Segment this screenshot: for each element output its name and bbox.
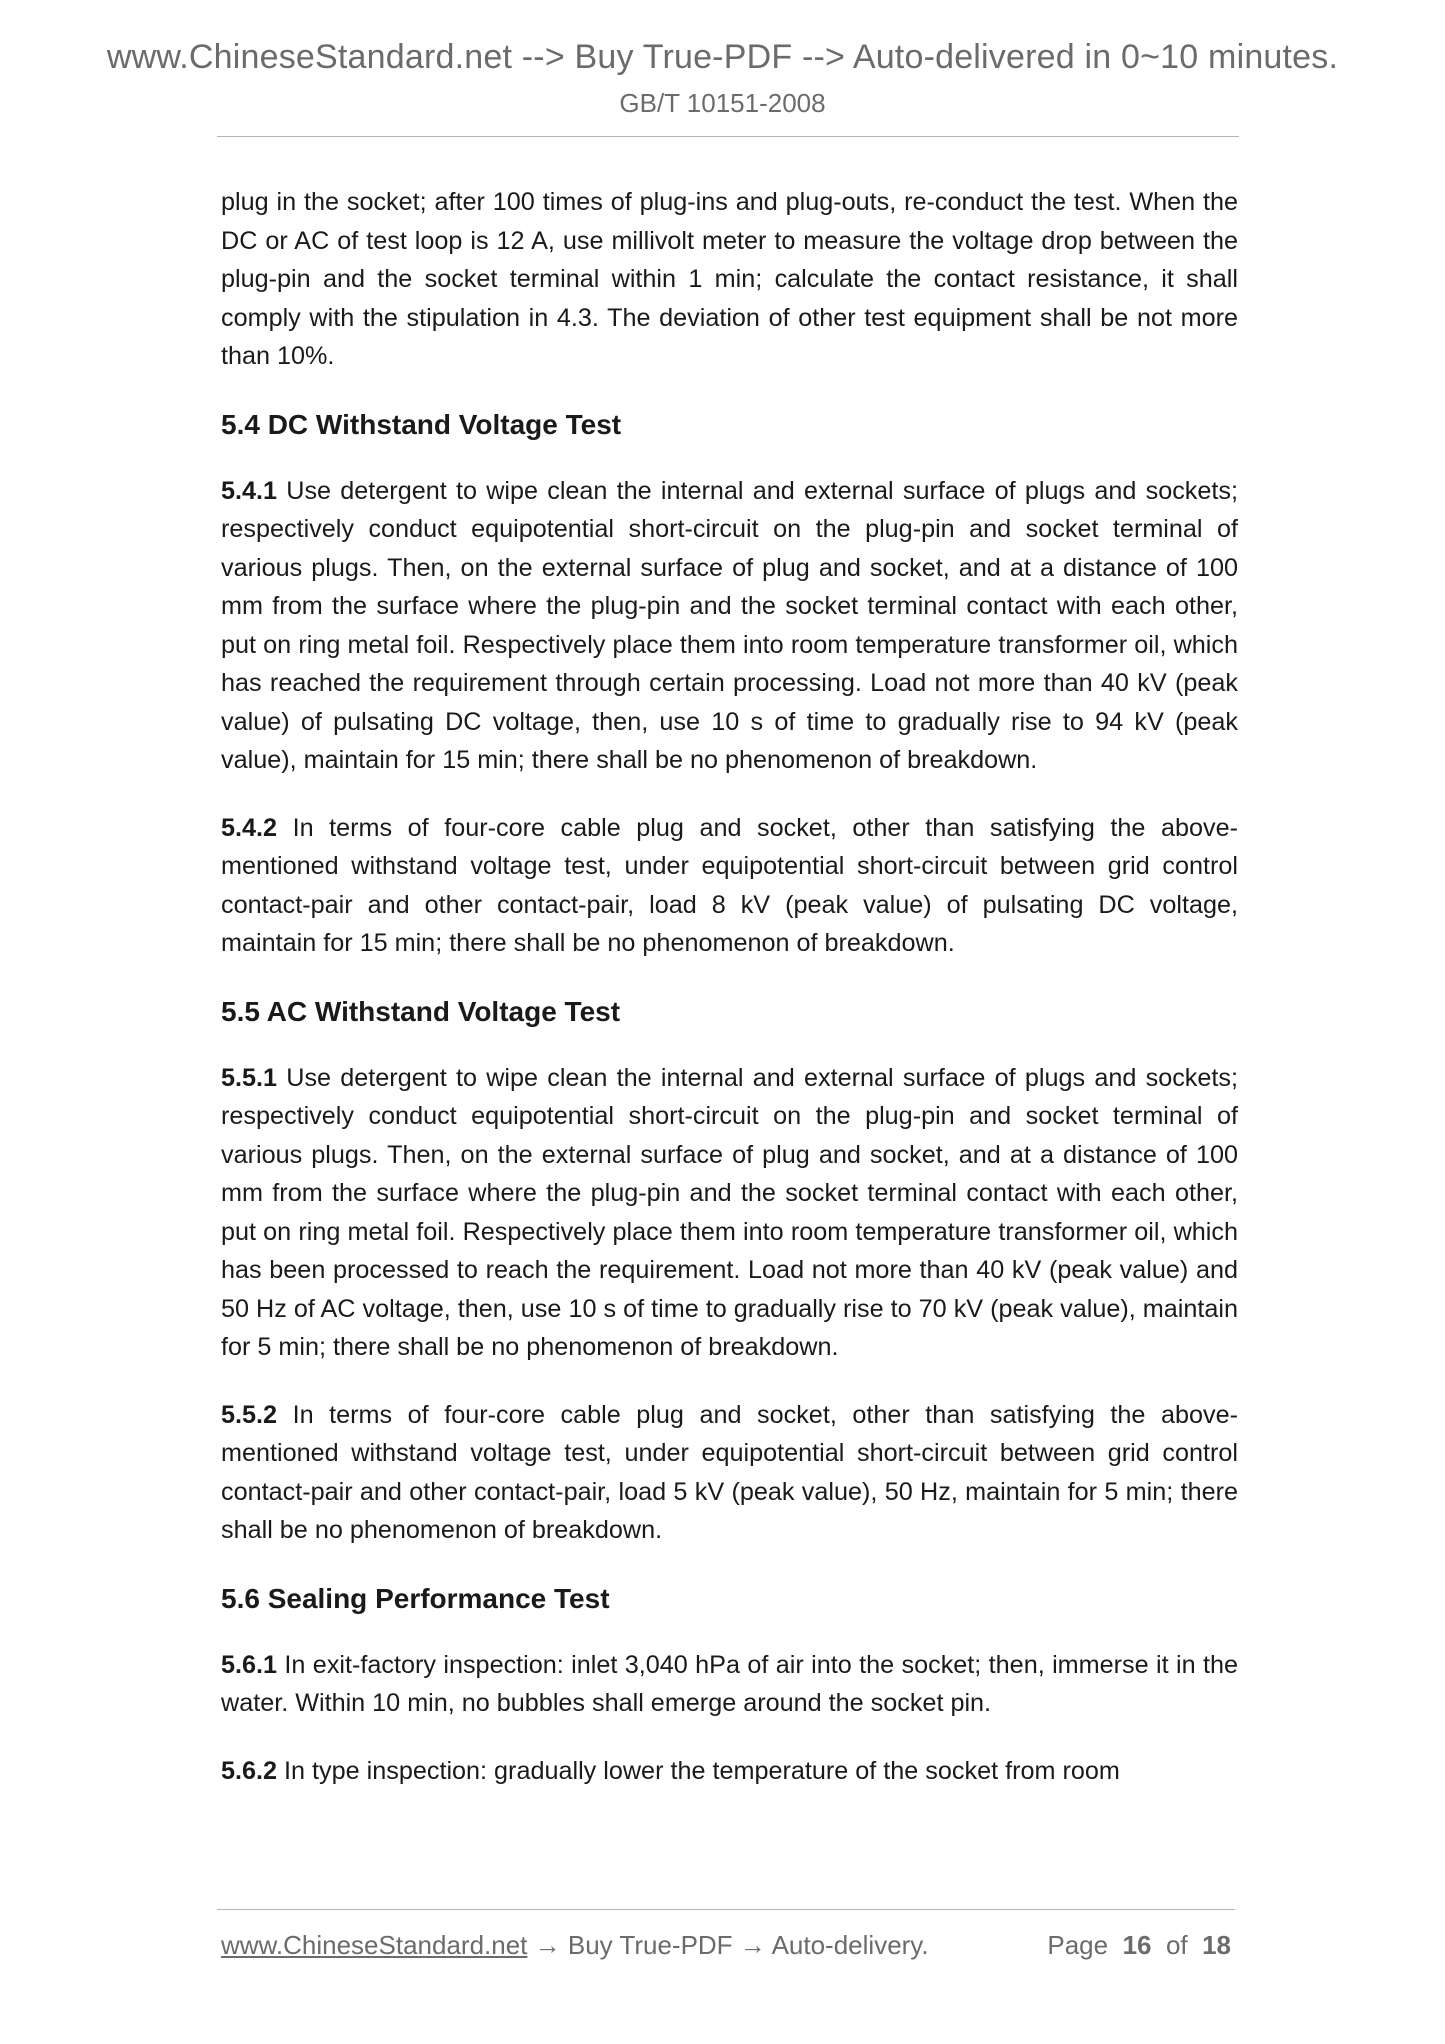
footer-promo-text: → Buy True-PDF → Auto-delivery. <box>527 1930 929 1960</box>
page-indicator <box>1047 1930 1231 1961</box>
header-banner: www.ChineseStandard.net --> Buy True-PDF --> Auto-delivered in 0~10 minutes. <box>106 38 1339 76</box>
page-total: 18 <box>1202 1930 1231 1960</box>
section-5-4-heading: 5.4 DC Withstand Voltage Test <box>221 408 622 440</box>
clause-5-5-2 <box>221 1396 1238 1550</box>
page-label: Page <box>1047 1930 1109 1960</box>
intro-paragraph: plug in the socket; after 100 times of plug-ins and plug-outs, re-conduct the test. When the DC or AC of test loop is 12 A, use millivolt meter to measure the voltage drop between the plug-pin and the socket terminal within 1 min; calculate the contact resistance, it shall comply with the stipulation in 4.3. The deviation of other test equipment shall be not more than 10%. <box>221 188 1238 370</box>
clause-number: 5.4.1 <box>221 476 278 505</box>
document-body <box>221 183 1238 1819</box>
standard-number: GB/T 10151-2008 <box>619 88 826 118</box>
page-current: 16 <box>1122 1930 1152 1960</box>
page-footer <box>221 1930 1231 1961</box>
clause-number: 5.6.2 <box>221 1756 278 1785</box>
clause-number: 5.5.2 <box>221 1400 278 1429</box>
clause-5-6-1 <box>221 1646 1238 1723</box>
clause-number: 5.5.1 <box>221 1063 278 1092</box>
footer-promo <box>221 1930 929 1960</box>
clause-number: 5.4.2 <box>221 813 278 842</box>
clause-text: In type inspection: gradually lower the temperature of the socket from room <box>284 1756 1120 1785</box>
clause-text: In terms of four-core cable plug and socket, other than satisfying the above-mentioned withstand voltage test, under equipotential short-circuit between grid control contact-pair and other contact-pair, load 5 kV (peak value), 50 Hz, maintain for 5 min; there shall be no phenomenon of breakdown. <box>221 1400 1238 1544</box>
clause-text: In terms of four-core cable plug and socket, other than satisfying the above-mentioned withstand voltage test, under equipotential short-circuit between grid control contact-pair and other contact-pair, load 8 kV (peak value) of pulsating DC voltage, maintain for 15 min; there shall be no phenomenon of breakdown. <box>221 813 1238 957</box>
footer-divider <box>217 1909 1235 1910</box>
clause-text: Use detergent to wipe clean the internal and external surface of plugs and sockets; respectively conduct equipotential short-circuit on the plug-pin and socket terminal of various plugs. Then, on the external surface of plug and socket, and at a distance of 100 mm from the surface where the plug-pin and the socket terminal contact with each other, put on ring metal foil. Respectively place them into room temperature transformer oil, which has been processed to reach the requirement. Load not more than 40 kV (peak value) and 50 Hz of AC voltage, then, use 10 s of time to gradually rise to 70 kV (peak value), maintain for 5 min; there shall be no phenomenon of breakdown. <box>221 1063 1238 1361</box>
footer-site-link[interactable]: www.ChineseStandard.net <box>221 1930 528 1960</box>
page-of: of <box>1165 1930 1188 1960</box>
clause-5-6-2 <box>221 1752 1238 1791</box>
clause-number: 5.6.1 <box>221 1650 278 1679</box>
clause-text: In exit-factory inspection: inlet 3,040 hPa of air into the socket; then, immerse it in the water. Within 10 min, no bubbles shall emerge around the socket pin. <box>221 1650 1238 1717</box>
header-divider <box>217 136 1239 137</box>
clause-5-5-1 <box>221 1059 1238 1367</box>
clause-text: Use detergent to wipe clean the internal and external surface of plugs and sockets; respectively conduct equipotential short-circuit on the plug-pin and socket terminal of various plugs. Then, on the external surface of plug and socket, and at a distance of 100 mm from the surface where the plug-pin and the socket terminal contact with each other, put on ring metal foil. Respectively place them into room temperature transformer oil, which has reached the requirement through certain processing. Load not more than 40 kV (peak value) of pulsating DC voltage, then, use 10 s of time to gradually rise to 94 kV (peak value), maintain for 15 min; there shall be no phenomenon of breakdown. <box>221 476 1238 774</box>
clause-5-4-1 <box>221 472 1238 780</box>
section-5-5-heading: 5.5 AC Withstand Voltage Test <box>221 995 621 1027</box>
section-5-6-heading: 5.6 Sealing Performance Test <box>221 1582 610 1614</box>
clause-5-4-2 <box>221 809 1238 963</box>
